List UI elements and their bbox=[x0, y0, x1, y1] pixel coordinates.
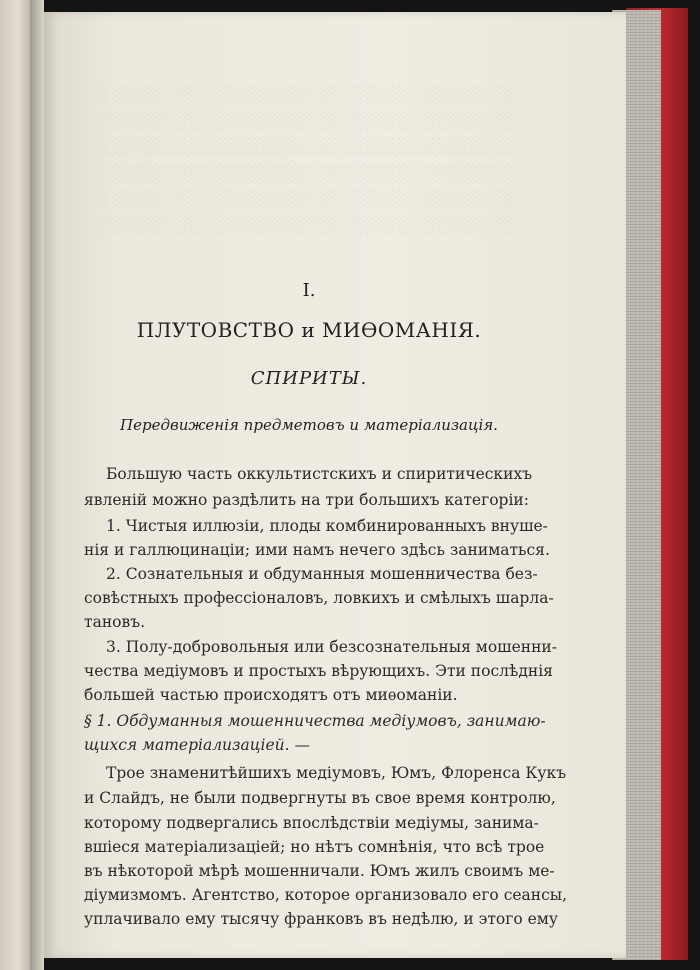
chapter-subtitle: СПИРИТЫ. bbox=[250, 368, 368, 389]
book-spine-gutter bbox=[30, 0, 44, 970]
text-line: Трое знаменитѣйшихъ медіумовъ, Юмъ, Флоренса Кукъ bbox=[106, 764, 567, 782]
text-line: 3. Полу-добровольныя или безсознательныя мошенни- bbox=[106, 638, 557, 656]
chapter-title: ПЛУТОВСТВО и МИѲОМАНІЯ. bbox=[136, 318, 482, 342]
text-line: совѣстныхъ профессіоналовъ, ловкихъ и смѣлыхъ шарла- bbox=[84, 589, 554, 607]
section-number: I. bbox=[302, 280, 316, 301]
text-line: § 1. Обдуманныя мошенничества медіумовъ, занимаю- bbox=[84, 712, 546, 730]
text-line: вшіеся матеріализаціей; но нѣтъ сомнѣнія, что всѣ трое bbox=[84, 838, 545, 856]
text-line: большей частью происходятъ отъ миѳоманіи. bbox=[84, 686, 458, 704]
text-line: чества медіумовъ и простыхъ вѣрующихъ. Эти послѣднія bbox=[84, 662, 553, 680]
section-heading: Передвиженія предметовъ и матеріализація. bbox=[120, 416, 498, 434]
text-line: и Слайдъ, не были подвергнуты въ свое время контролю, bbox=[84, 789, 556, 807]
text-line: явленій можно раздѣлить на три большихъ категоріи: bbox=[84, 491, 529, 509]
text-line: тановъ. bbox=[84, 613, 145, 631]
text-line: которому подвергались впослѣдствіи медіумы, занима- bbox=[84, 814, 539, 832]
bleed-through-texture: ░░░░░░░░░░░░░░░░░░░░░░░░░░░░░░░░░░░░ ░░░░░░░░░░░░░░░░░░░░░░░░░░░░░░░░░░░░ ░░░░░░░░░░░░░░░░░░░░░░░░░░░░░░░░░░░░ ░░░░░░░░░░░░░░░░░░░░░░░░░░░░░░░░░░░░ ░░░░░░░░░░░░░░░░░░░░░░░░░░░░░░░░░░░░ ░░░░░░░░░░░░░░░░░░░░░░░░░░░░░░░░░░░░ bbox=[98, 86, 514, 234]
text-line: щихся матеріализаціей. — bbox=[84, 736, 311, 754]
text-line: 2. Сознательныя и обдуманныя мошенничества без- bbox=[106, 565, 538, 583]
text-line: въ нѣкоторой мѣрѣ мошенничали. Юмъ жилъ своимъ ме- bbox=[84, 862, 555, 880]
text-line: нія и галлюцинаціи; ими намъ нечего здѣсь заниматься. bbox=[84, 541, 550, 559]
text-line: уплачивало ему тысячу франковъ въ недѣлю, и этого ему bbox=[84, 910, 558, 928]
left-page-edge bbox=[0, 0, 30, 970]
text-line: 1. Чистыя иллюзіи, плоды комбинированныхъ внуше- bbox=[106, 517, 548, 535]
book-page bbox=[44, 12, 626, 958]
text-line: Большую часть оккультистскихъ и спиритическихъ bbox=[106, 465, 533, 483]
text-line: діумизмомъ. Агентство, которое организовало его сеансы, bbox=[84, 886, 568, 904]
